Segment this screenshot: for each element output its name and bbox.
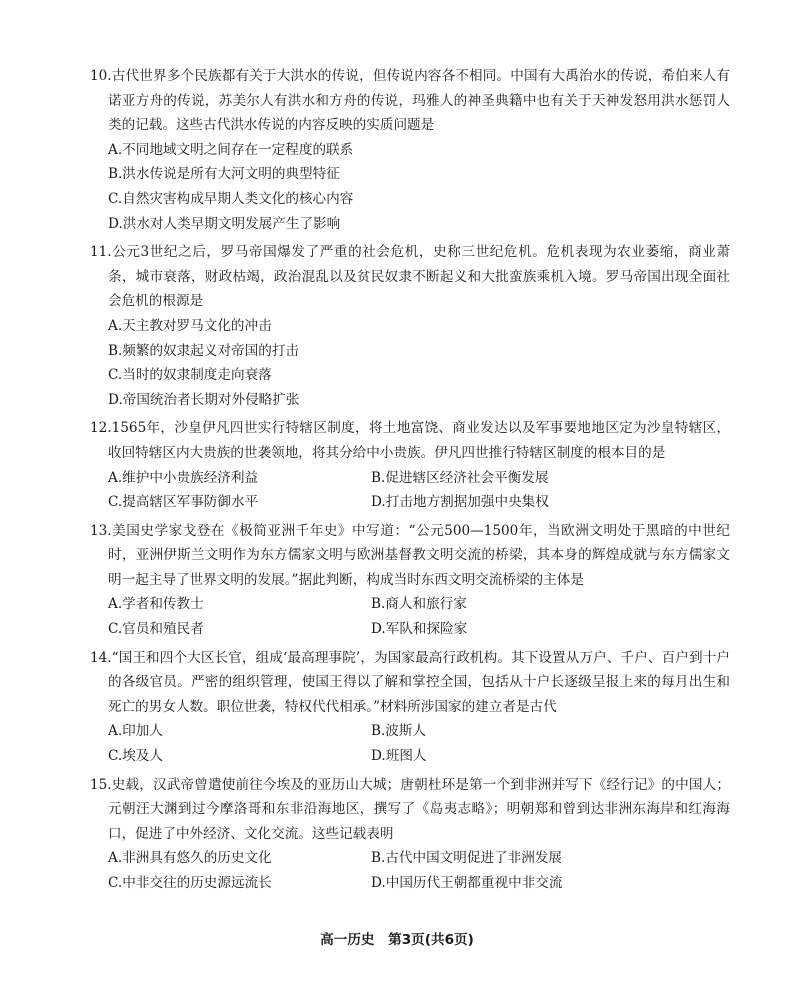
option-a: A.天主教对罗马文化的冲击	[108, 317, 272, 334]
question-stem: 13.美国史学家戈登在《极简亚洲千年史》中写道：“公元500—1500年，当欧洲文明处于黑暗的中世纪时，亚洲伊斯兰文明作为东方儒家文明与欧洲基督教文明交流的桥梁，其本身的辉煌成就与东方儒家文明一起主导了世界文明的发展。”据此判断，构成当时东西文明交流桥梁的主体是	[90, 522, 730, 588]
option-list	[90, 592, 730, 641]
question-stem: 12.1565年，沙皇伊凡四世实行特辖区制度，将土地富饶、商业发达以及军事要地地区定为沙皇特辖区，收回特辖区内大贵族的世袭领地，将其分给中小贵族。伊凡四世推行特辖区制度的根本目的是	[90, 420, 730, 461]
option-b: B.洪水传说是所有大河文明的典型特征	[108, 166, 340, 183]
option-b: B.促进辖区经济社会平衡发展	[371, 469, 549, 486]
page-footer: 高一历史 第3页(共6页)	[320, 932, 474, 948]
question-13	[90, 519, 730, 642]
option-d: D.洪水对人类早期文明发展产生了影响	[108, 215, 341, 232]
option-b: B.频繁的奴隶起义对帝国的打击	[108, 342, 300, 359]
option-list	[90, 314, 730, 412]
option-c: C.埃及人	[108, 748, 164, 765]
option-d: D.帝国统治者长期对外侵略扩张	[108, 391, 300, 408]
option-a: A.维护中小贵族经济利益	[108, 469, 259, 486]
question-stem: 10.古代世界多个民族都有关于大洪水的传说，但传说内容各不相同。中国有大禹治水的传说，希伯来人有诺亚方舟的传说，苏美尔人有洪水和方舟的传说，玛雅人的神圣典籍中也有关于天神发怒用洪水惩罚人类的记载。这些古代洪水传说的内容反映的实质问题是	[90, 68, 730, 134]
option-c: C.当时的奴隶制度走向衰落	[108, 367, 272, 384]
option-list	[90, 138, 730, 236]
option-d: D.军队和探险家	[371, 621, 468, 638]
option-d: D.打击地方割据加强中央集权	[371, 494, 549, 511]
question-stem: 14.“国王和四个大区长官，组成‘最高理事院’，为国家最高行政机构。其下设置从万户、千户、百户到十户的各级官员。严密的组织管理，使国王得以了解和掌控全国，包括从十户长逐级呈报上来的每月出生和死亡的男女人数。职位世袭，特权代代相承。”材料所涉国家的建立者是古代	[90, 649, 730, 715]
option-c: C.自然灾害构成早期人类文化的核心内容	[108, 190, 354, 207]
option-d: D.中国历代王朝都重视中非交流	[371, 875, 563, 891]
question-10	[90, 64, 730, 236]
option-c: C.提高辖区军事防御水平	[108, 494, 259, 511]
question-stem: 15.史载，汉武帝曾遣使前往今埃及的亚历山大城；唐朝杜环是第一个到非洲并写下《经行记》的中国人；元朝汪大渊到过今摩洛哥和东非沿海地区，撰写了《岛夷志略》；明朝郑和曾到达非洲东海岸和红海海口，促进了中外经济、文化交流。这些记载表明	[90, 776, 730, 842]
question-11	[90, 240, 730, 412]
option-a: A.印加人	[108, 723, 163, 740]
question-list	[90, 64, 730, 900]
option-a: A.不同地域文明之间存在一定程度的联系	[108, 141, 354, 158]
option-list	[90, 846, 730, 895]
option-a: A.非洲具有悠久的历史文化	[108, 850, 272, 867]
option-b: B.商人和旅行家	[371, 596, 467, 613]
option-list	[90, 466, 730, 515]
question-stem: 11.公元3世纪之后，罗马帝国爆发了严重的社会危机，史称三世纪危机。危机表现为农业萎缩，商业萧条，城市衰落，财政枯竭，政治混乱以及贫民奴隶不断起义和大批蛮族乘机入境。罗马帝国出现全面社会危机的根源是	[90, 244, 730, 310]
question-14	[90, 646, 730, 769]
question-15	[90, 773, 730, 896]
option-a: A.学者和传教士	[108, 596, 204, 613]
option-c: C.官员和殖民者	[108, 621, 204, 638]
option-b: B.波斯人	[371, 723, 427, 740]
option-c: C.中非交往的历史源远流长	[108, 875, 272, 891]
option-b: B.古代中国文明促进了非洲发展	[371, 850, 563, 867]
question-12	[90, 416, 730, 514]
option-list	[90, 719, 730, 768]
option-d: D.班图人	[371, 748, 427, 765]
